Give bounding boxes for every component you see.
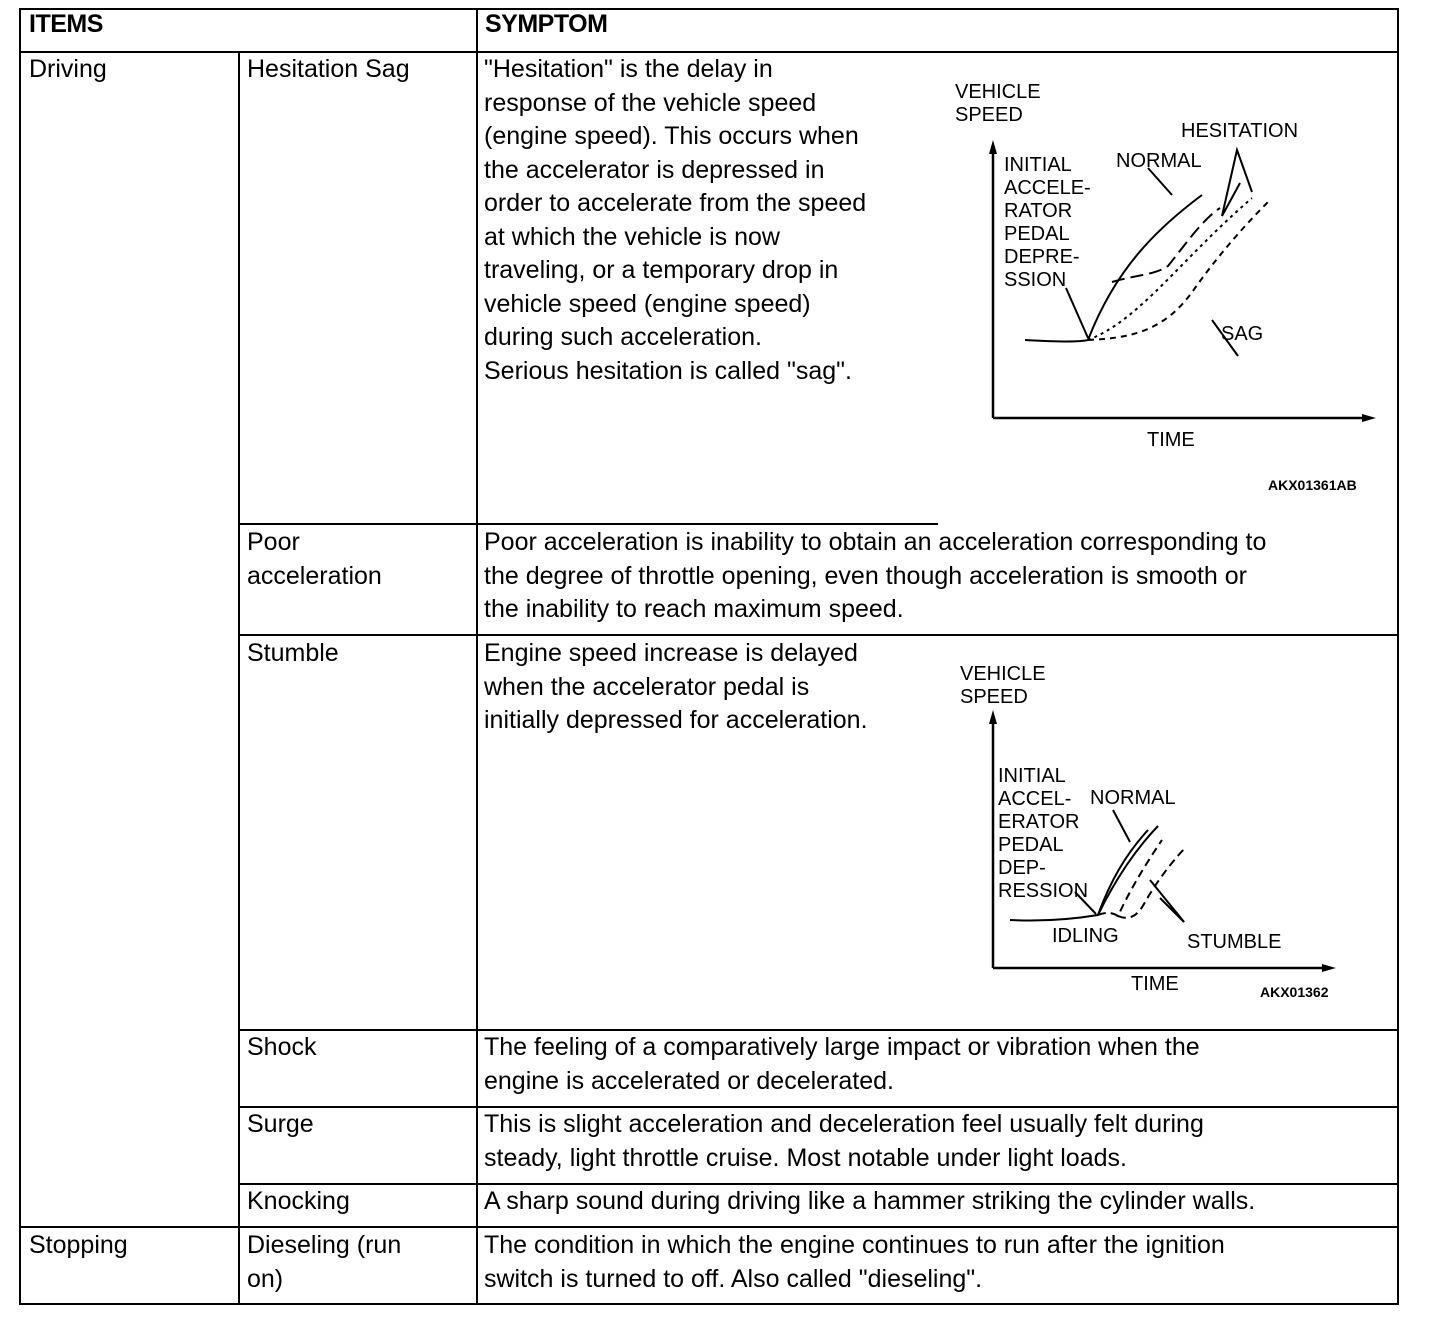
text-line: the degree of throttle opening, even though acceleration is smooth or (484, 561, 1248, 590)
y-axis-arrow (989, 140, 997, 154)
x-axis-arrow (1362, 414, 1376, 422)
pedal-label: INITIAL (1004, 154, 1072, 176)
pedal-label: ACCELE- (1004, 177, 1091, 199)
row-divider (238, 634, 1399, 636)
text-line: This is slight acceleration and deceleration feel usually felt during (484, 1110, 1204, 1138)
text-line: at which the vehicle is now (484, 222, 780, 251)
text-line: Serious hesitation is called "sag". (484, 356, 852, 385)
figure-code: AKX01362 (1260, 984, 1329, 1000)
pedal-label: PEDAL (1004, 223, 1070, 245)
pedal-label: INITIAL (998, 765, 1066, 787)
symptom-stumble (484, 637, 868, 738)
normal-label: NORMAL (1090, 787, 1176, 809)
y-axis-arrow (989, 710, 997, 724)
text-line: Poor (247, 528, 300, 556)
table-border-top (19, 8, 1399, 10)
hesitation-curve-2 (1088, 198, 1252, 340)
table-border-bottom (19, 1303, 1399, 1305)
pedal-label: ACCEL- (998, 788, 1072, 810)
normal-label: NORMAL (1116, 150, 1202, 172)
row-divider (238, 523, 938, 525)
symptom-poor-acceleration (484, 526, 1266, 627)
text-line: "Hesitation" is the delay in (484, 55, 773, 83)
text-line: when the accelerator pedal is (484, 672, 810, 701)
pedal-label: RESSION (998, 880, 1089, 902)
text-line: engine is accelerated or decelerated. (484, 1066, 894, 1095)
figure-code: AKX01361AB (1268, 477, 1357, 493)
hesitation-curve (1112, 208, 1220, 282)
text-line: Engine speed increase is delayed (484, 639, 858, 667)
item-surge: Surge (247, 1110, 314, 1138)
text-line: during such acceleration. (484, 323, 762, 351)
pedal-label: PEDAL (998, 834, 1064, 856)
x-axis-label: TIME (1147, 429, 1195, 451)
table-border-right (1397, 8, 1399, 1305)
symptom-shock (484, 1031, 1200, 1098)
header-items: ITEMS (29, 10, 103, 38)
y-axis-label: SPEED (960, 686, 1028, 708)
stumble-diagram (940, 650, 1390, 1020)
pedal-label: SSION (1004, 269, 1067, 291)
text-line: acceleration (247, 561, 382, 590)
sag-curve (1088, 202, 1268, 340)
stumble-leader-2 (1176, 912, 1184, 922)
pedal-leader (1066, 288, 1088, 338)
symptom-hesitation (484, 53, 866, 388)
symptom-knocking: A sharp sound during driving like a hammer striking the cylinder walls. (484, 1187, 1256, 1215)
x-axis-label: TIME (1131, 973, 1179, 995)
table-border-left (19, 8, 21, 1305)
y-axis-label: VEHICLE (955, 81, 1041, 103)
item-shock: Shock (247, 1033, 317, 1061)
row-divider (19, 1226, 1399, 1228)
text-line: (engine speed). This occurs when (484, 122, 859, 150)
item-poor-acceleration (247, 526, 382, 593)
text-line: steady, light throttle cruise. Most notable under light loads. (484, 1143, 1127, 1172)
pedal-label: DEPRE- (1004, 246, 1080, 268)
symptom-dieseling (484, 1229, 1225, 1296)
text-line: Dieseling (run (247, 1231, 402, 1259)
text-line: The condition in which the engine continues to run after the ignition (484, 1231, 1225, 1259)
text-line: initially depressed for acceleration. (484, 706, 868, 734)
text-line: the inability to reach maximum speed. (484, 595, 904, 623)
text-line: on) (247, 1264, 284, 1293)
y-axis-label: VEHICLE (960, 663, 1046, 685)
text-line: traveling, or a temporary drop in (484, 256, 839, 284)
category-stopping: Stopping (29, 1231, 128, 1259)
text-line: the accelerator is depressed in (484, 155, 825, 184)
sag-label: SAG (1221, 323, 1264, 345)
y-axis-label: SPEED (955, 104, 1023, 126)
text-line: switch is turned to off. Also called "dieseling". (484, 1264, 983, 1293)
category-driving: Driving (29, 55, 107, 83)
normal-leader (1148, 168, 1172, 195)
hesitation-label: HESITATION (1181, 120, 1299, 142)
text-line: Poor acceleration is inability to obtain an acceleration corresponding to (484, 528, 1267, 556)
item-dieseling (247, 1229, 401, 1296)
x-axis-arrow (1322, 964, 1336, 972)
symptom-surge (484, 1108, 1204, 1175)
stumble-label: STUMBLE (1187, 931, 1282, 953)
idling-label: IDLING (1052, 925, 1119, 947)
header-symptom: SYMPTOM (485, 10, 608, 38)
item-hesitation-sag: Hesitation Sag (247, 55, 410, 83)
text-line: The feeling of a comparatively large impact or vibration when the (484, 1033, 1200, 1061)
pedal-label: RATOR (1004, 200, 1073, 222)
normal-leader (1113, 810, 1130, 842)
item-stumble: Stumble (247, 639, 339, 667)
column-divider (476, 8, 478, 1305)
pedal-label: ERATOR (998, 811, 1080, 833)
hesitation-sag-diagram (940, 70, 1390, 510)
text-line: order to accelerate from the speed (484, 189, 867, 217)
pedal-label: DEP- (998, 857, 1046, 879)
text-line: response of the vehicle speed (484, 88, 817, 117)
column-divider (238, 51, 240, 1305)
item-knocking: Knocking (247, 1187, 350, 1215)
text-line: vehicle speed (engine speed) (484, 289, 811, 318)
